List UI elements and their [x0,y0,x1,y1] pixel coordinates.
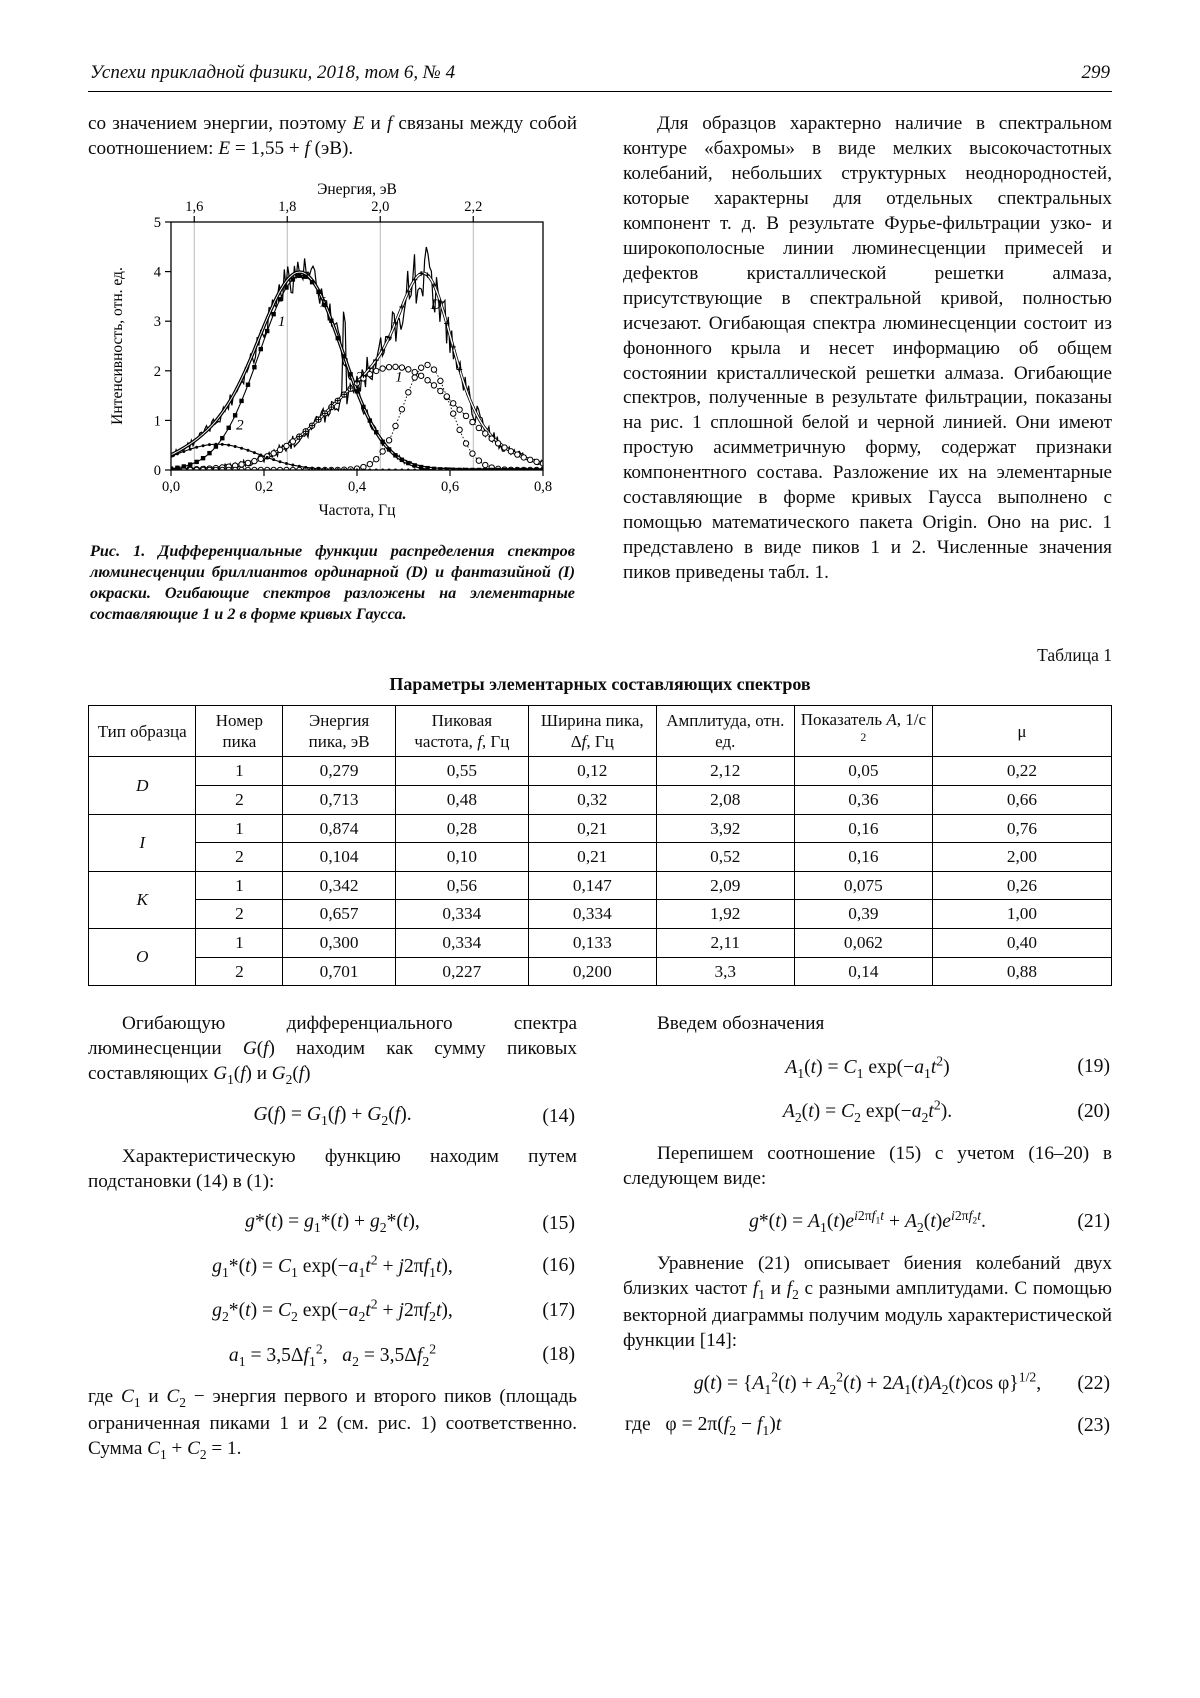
table-title: Параметры элементарных составляющих спектров [389,674,811,695]
right-column-bottom [623,1012,1112,1465]
table-cell: 0,062 [794,928,932,957]
equation-number: (14) [542,1105,575,1127]
table-label: Таблица 1 [1037,645,1112,666]
svg-text:1,8: 1,8 [277,198,296,215]
curve-label: 2 [355,369,363,386]
table-row [89,871,1112,900]
header-rule [88,91,1112,92]
svg-text:3: 3 [153,314,161,331]
table-cell: 3,92 [656,814,794,843]
table-cell: 1 [196,814,283,843]
equation-body: $G(f) = G_1(f) + G_2(f)$. [253,1104,412,1129]
equation-20 [623,1098,1112,1126]
equation-body: $A_1(t) = C_1$ $\exp(-a_1t^2)$ [785,1053,950,1081]
table-cell: 0,300 [283,928,396,957]
paragraph: где $C_1$ и $C_2$ − энергия первого и второго пиков (площадь ограниченная пиками 1 и 2 (см. рис. 1) соответственно. Сумма $C_1 + C_2 = 1$. [88,1386,577,1462]
description-paragraph: Для образцов характерно наличие в спектральном контуре «бахромы» в виде мелких высокочастотных колебаний, небольших структурных неоднородностей, которые характерны для отдельных спектральных компонент т. д. В результате Фурье-фильтрации узко- и широкополосные линии люминесценции примесей и дефектов кристаллической решетки алмаза, присутствующие в спектральной кривой, полностью исчезают. Огибающая спектра люминесценции состоит из фононного крыла и несет информацию об общем состоянии кристаллической решетки алмаза. Огибающие спектров, полученные в результате фильтрации, показаны на рис. 1 сплошной белой и черной линией. Они имеют простую асимметричную форму, содержат признаки компонентного состава. Разложение их на элементарные составляющие в форме кривых Гаусса выполнено с помощью математического пакета Origin. Оно на рис. 1 представлено в виде пиков 1 и 2. Численные значения пиков приведены табл. 1. [623,113,1112,584]
journal-title: Успехи прикладной физики, 2018, том 6, № 4 [90,62,456,83]
table-cell: 0,48 [395,785,528,814]
equation-number: (17) [542,1299,575,1321]
equation-21 [623,1208,1112,1236]
equation-number: (22) [1077,1372,1110,1394]
svg-text:2: 2 [153,363,161,380]
svg-text:4: 4 [153,264,161,281]
table-row [89,957,1112,986]
equation-number: (15) [542,1212,575,1234]
column-header: Номер пика [196,706,283,757]
table-cell: 0,66 [932,785,1111,814]
column-header: Энергия пика, эВ [283,706,396,757]
curve-label: 2 [235,417,244,434]
left-column-top [88,112,577,625]
equation-19 [623,1053,1112,1081]
equation-body: $g*(t) = A_1(t)e^{i2\pi f_1t} + A_2(t)e^{i2\pi f_2t}$. [749,1207,986,1236]
x-axis-title: Частота, Гц [318,501,395,519]
table-cell: 0,657 [283,900,396,929]
cell-sample-type: K [89,871,196,928]
top-section [88,112,1112,625]
equation-body: $g(t) = \{A_1^2(t) + A_2^2(t) + 2A_1(t)A_2(t)\cos$ φ}$^{1/2}$, [693,1369,1042,1397]
luminescence-spectra-chart [107,176,559,524]
table-cell: 0,200 [528,957,656,986]
table-row [89,928,1112,957]
table-cell: 0,39 [794,900,932,929]
figure-1 [88,176,577,625]
table-cell: 2,12 [656,757,794,786]
table-cell: 1 [196,928,283,957]
svg-text:0,0: 0,0 [161,478,180,495]
page-number: 299 [1081,62,1110,83]
right-column-top [623,112,1112,625]
figure-1-caption: Рис. 1. Дифференциальные функции распределения спектров люминесценции бриллиантов ординарной (D) и фантазийной (I) окраски. Огибающие спектров разложены на элементарные составляющие 1 и 2 в форме кривых Гаусса. [90,541,575,624]
table-cell: 0,147 [528,871,656,900]
table-row [89,814,1112,843]
table-cell: 0,36 [794,785,932,814]
table-cell: 2,11 [656,928,794,957]
table-row [89,785,1112,814]
table-cell: 1,92 [656,900,794,929]
table-cell: 0,56 [395,871,528,900]
table-row [89,757,1112,786]
equation-number: (21) [1077,1211,1110,1233]
svg-text:5: 5 [153,214,161,231]
left-column-bottom [88,1012,577,1465]
table-cell: 0,104 [283,843,396,872]
table-cell: 2 [196,900,283,929]
equation-body: $g_2*(t) = C_2$ $\exp(-a_2t^2 + j2\pi f_2t)$, [212,1296,453,1324]
table-head [89,706,1112,757]
equation-number: (23) [1077,1415,1110,1437]
table-cell: 0,10 [395,843,528,872]
table-cell: 0,342 [283,871,396,900]
svg-text:0: 0 [153,462,161,479]
svg-text:0,4: 0,4 [347,478,366,495]
equation-body: $a_1 = 3,5\Delta f_1^2$, $a_2 = 3,5\Delta f_2^2$ [228,1340,437,1369]
equation-22 [623,1370,1112,1398]
cell-sample-type: I [89,814,196,871]
top-axis-title: Энергия, эВ [316,180,397,198]
paragraph: Уравнение (21) описывает биения колебаний двух близких частот $f_1$ и $f_2$ с разными амплитудами. С помощью векторной диаграммы получим модуль характеристической функции [14]: [623,1253,1112,1351]
table-cell: 1 [196,871,283,900]
equation-16 [88,1252,577,1280]
equation-number: (18) [542,1344,575,1366]
table-cell: 2,08 [656,785,794,814]
table-cell: 2 [196,843,283,872]
equation-body: $A_2(t) = C_2$ $\exp(-a_2t^2)$. [782,1097,953,1126]
svg-text:2,2: 2,2 [463,198,482,215]
table-cell: 0,88 [932,957,1111,986]
table-cell: 2,09 [656,871,794,900]
paragraph: Огибающую дифференциального спектра люминесценции G(f) находим как сумму пиковых составляющих $G_1(f)$ и $G_2(f)$ [88,1013,577,1087]
equation-18 [88,1341,577,1369]
y-axis-title: Интенсивность, отн. ед. [108,267,126,425]
equation-14 [88,1104,577,1129]
table-cell: 0,334 [395,928,528,957]
equation-number: (16) [542,1255,575,1277]
equation-number: (19) [1077,1056,1110,1078]
column-header: μ [932,706,1111,757]
table-cell: 0,12 [528,757,656,786]
table-cell: 0,701 [283,957,396,986]
cell-sample-type: O [89,928,196,985]
column-header: Пиковая частота, f, Гц [395,706,528,757]
equation-number: (20) [1077,1100,1110,1122]
curve-label: 1 [277,314,285,331]
table-cell: 0,713 [283,785,396,814]
table-cell: 0,22 [932,757,1111,786]
table-cell: 0,55 [395,757,528,786]
equation-body: где $\varphi = 2\pi(f_2 - f_1)t$ [625,1413,782,1438]
table-cell: 3,3 [656,957,794,986]
paragraph: Введем обозначения [657,1013,825,1035]
table-cell: 1,00 [932,900,1111,929]
svg-text:0,6: 0,6 [440,478,459,495]
table-cell: 0,334 [528,900,656,929]
table-cell: 0,05 [794,757,932,786]
table-cell: 0,16 [794,843,932,872]
curve-label: I [319,294,325,311]
cell-sample-type: D [89,757,196,814]
svg-text:1: 1 [153,413,161,430]
column-header: Ширина пика, Δf, Гц [528,706,656,757]
equation-body: $g*(t) = g_1*(t) + g_2*(t)$, [245,1211,420,1236]
table-cell: 2,00 [932,843,1111,872]
table-cell: 0,21 [528,814,656,843]
table-cell: 0,40 [932,928,1111,957]
paragraph: Характеристическую функцию находим путем подстановки (14) в (1): [88,1146,577,1193]
table-body [89,757,1112,986]
table-cell: 0,76 [932,814,1111,843]
equation-body: $g_1*(t) = C_1$ $\exp(-a_1t^2 + j2\pi f_1t)$, [212,1252,453,1280]
paragraph: Перепишем соотношение (15) с учетом (16–20) в следующем виде: [623,1143,1112,1189]
table-cell: 0,075 [794,871,932,900]
table-cell: 0,334 [395,900,528,929]
table-cell: 0,16 [794,814,932,843]
table-cell: 2 [196,785,283,814]
table-cell: 0,21 [528,843,656,872]
table-row [89,900,1112,929]
svg-text:0,2: 0,2 [254,478,273,495]
parameters-table [88,705,1112,986]
table-cell: 0,26 [932,871,1111,900]
table-cell: 0,227 [395,957,528,986]
equation-17 [88,1297,577,1325]
table-header-row [89,706,1112,757]
table-cell: 0,133 [528,928,656,957]
curve-label: D [430,296,441,313]
table-row [89,843,1112,872]
table-cell: 0,14 [794,957,932,986]
table-cell: 0,28 [395,814,528,843]
column-header: Амплитуда, отн. ед. [656,706,794,757]
table-cell: 0,52 [656,843,794,872]
page-header [88,62,1112,84]
svg-text:0,8: 0,8 [533,478,552,495]
column-header: Тип образца [89,706,196,757]
curve-label: 1 [394,369,403,386]
equation-23 [623,1414,1112,1439]
table-cell: 2 [196,957,283,986]
equation-15 [88,1211,577,1236]
chart-curves [168,247,545,473]
bottom-section [88,1012,1112,1465]
table-cell: 0,874 [283,814,396,843]
table-cell: 1 [196,757,283,786]
svg-text:2,0: 2,0 [370,198,389,215]
intro-paragraph: со значением энергии, поэтому E и f связаны между собой соотношением: E = 1,55 + f (эВ). [88,113,577,159]
column-header: Показатель А, 1/с $^2$ [794,706,932,757]
table-cell: 0,279 [283,757,396,786]
svg-text:1,6: 1,6 [184,198,203,215]
table-cell: 0,32 [528,785,656,814]
